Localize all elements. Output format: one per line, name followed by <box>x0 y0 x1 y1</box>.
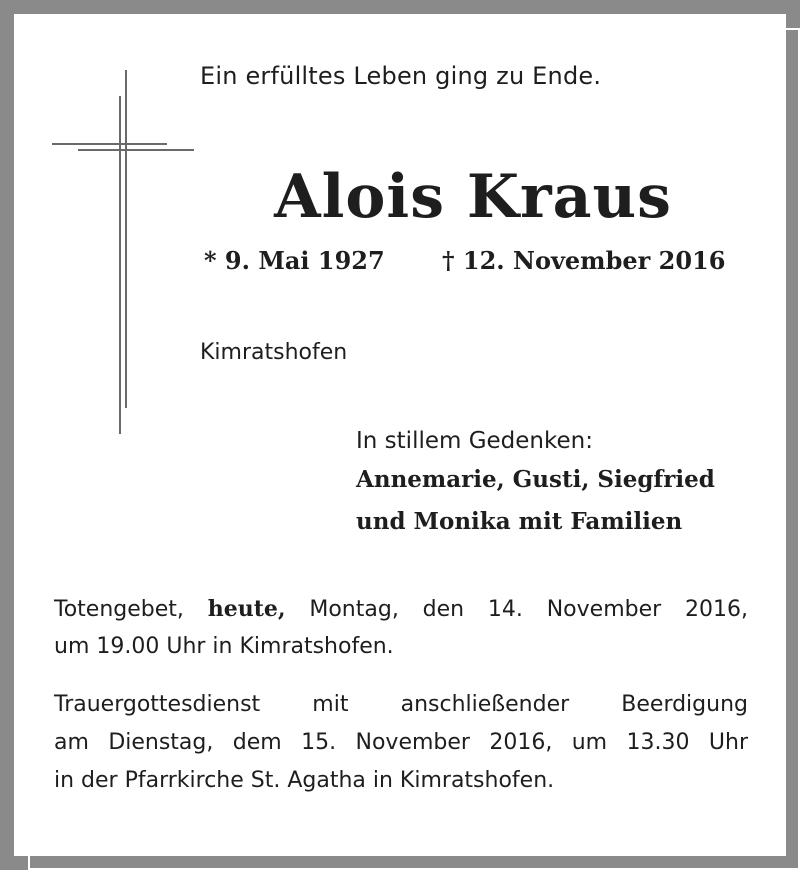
mourners-line-2: und Monika mit Familien <box>356 508 683 535</box>
prayer-pre: Totengebet, <box>54 597 208 622</box>
deceased-name: Alois Kraus <box>274 162 672 232</box>
hometown: Kimratshofen <box>200 340 348 365</box>
service-paragraph <box>54 686 748 800</box>
prayer-line-2: um 19.00 Uhr in Kimratshofen. <box>54 634 394 659</box>
service-line-3: in der Pfarrkirche St. Agatha in Kimratshofen. <box>54 768 555 793</box>
prayer-line-1 <box>54 590 748 628</box>
prayer-post: Montag, den 14. November 2016, <box>285 597 748 622</box>
memorial-label: In stillem Gedenken: <box>356 428 593 454</box>
prayer-paragraph <box>54 590 748 666</box>
service-line-2: am Dienstag, dem 15. November 2016, um 13.30 Uhr <box>54 730 748 755</box>
birth-date: * 9. Mai 1927 <box>204 246 385 275</box>
service-line-1: Trauergottesdienst mit anschließender Beerdigung <box>54 692 748 717</box>
intro-text: Ein erfülltes Leben ging zu Ende. <box>200 62 602 90</box>
death-date: † 12. November 2016 <box>442 246 726 275</box>
mourners-line-1: Annemarie, Gusti, Siegfried <box>356 466 715 493</box>
prayer-today: heute, <box>207 596 286 622</box>
